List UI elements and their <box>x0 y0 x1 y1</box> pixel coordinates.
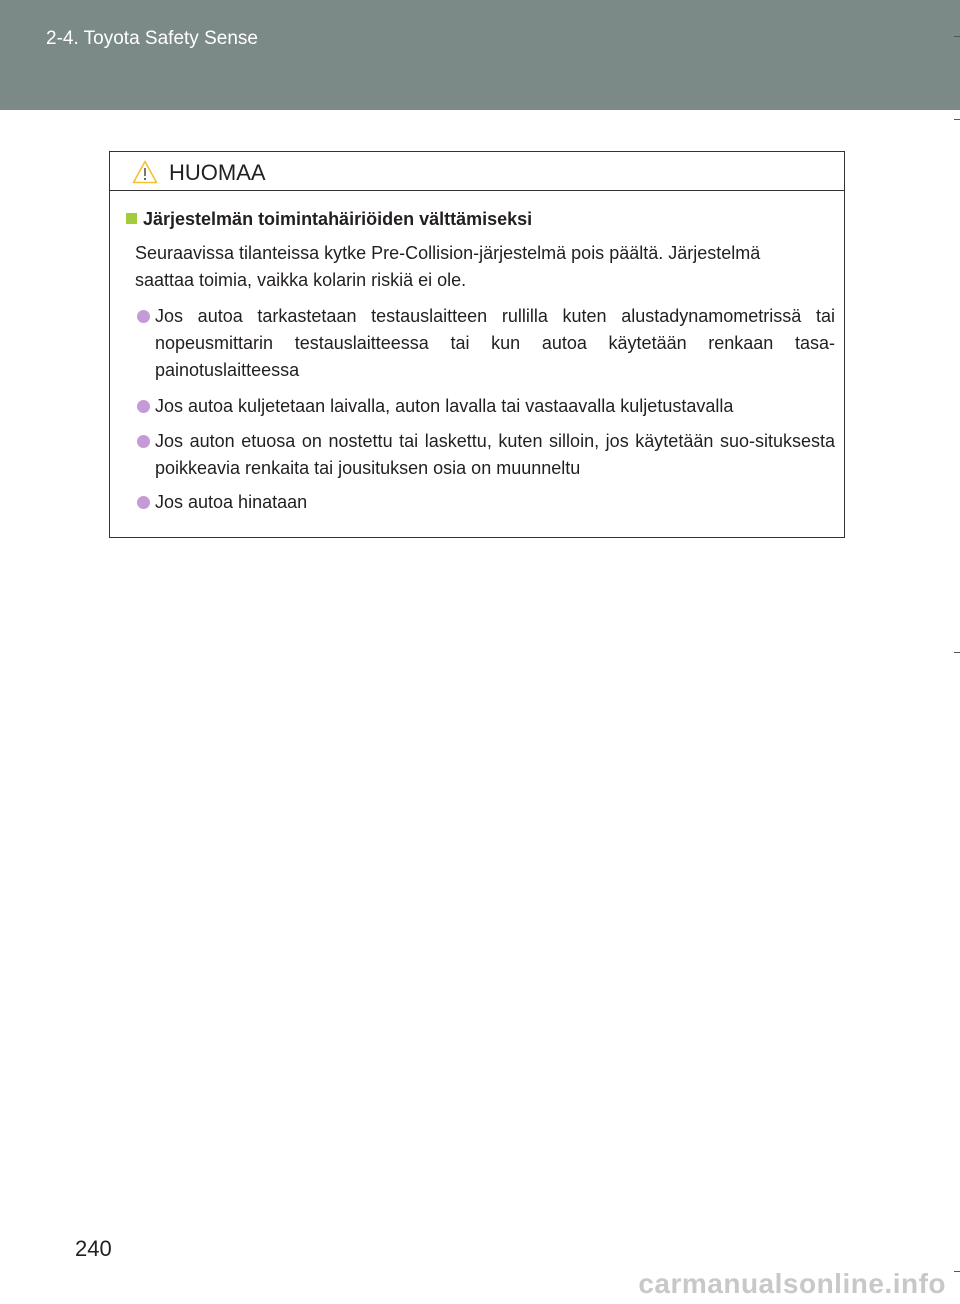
intro-line-1: Seuraavissa tilanteissa kytke Pre-Collision-järjestelmä pois päältä. Järjestelmä <box>135 243 761 263</box>
list-item <box>135 428 835 482</box>
bullet-dot-icon <box>137 400 150 413</box>
list-item-text: Jos auton etuosa on nostettu tai laskettu, kuten silloin, jos käytetään suo-situksesta poikkeavia renkaita tai jousituksen osia on muunneltu <box>155 431 835 478</box>
bullet-dot-icon <box>137 496 150 509</box>
list-item-text: Jos autoa hinataan <box>155 492 308 512</box>
crop-mark <box>954 652 960 653</box>
intro-line-2: saattaa toimia, vaikka kolarin riskiä ei ole. <box>135 270 467 290</box>
heading-text: Järjestelmän toimintahäiriöiden välttämiseksi <box>143 209 533 229</box>
page-header <box>0 0 960 110</box>
list-item <box>135 489 835 516</box>
section-heading <box>126 209 532 230</box>
square-bullet-icon <box>126 213 137 224</box>
section-title: 2-4. Toyota Safety Sense <box>46 28 258 49</box>
notice-header <box>110 152 844 191</box>
bullet-dot-icon <box>137 310 150 323</box>
list-item <box>135 303 835 384</box>
notice-title: HUOMAA <box>169 160 266 185</box>
crop-mark <box>954 119 960 120</box>
list-item <box>135 393 835 420</box>
bullet-dot-icon <box>137 435 150 448</box>
page-number: 240 <box>75 1236 112 1261</box>
crop-mark <box>954 36 960 37</box>
watermark: carmanualsonline.info <box>638 1268 946 1299</box>
list-item-text: Jos autoa kuljetetaan laivalla, auton lavalla tai vastaavalla kuljetustavalla <box>155 396 734 416</box>
list-item-text: Jos autoa tarkastetaan testauslaitteen rullilla kuten alustadynamometrissä tai nopeusmittarin testauslaitteessa tai kun autoa käytetään renkaan tasa-painotuslaitteessa <box>155 306 835 380</box>
notice-box <box>109 151 845 538</box>
warning-triangle-icon <box>132 160 158 189</box>
crop-mark <box>954 1271 960 1272</box>
